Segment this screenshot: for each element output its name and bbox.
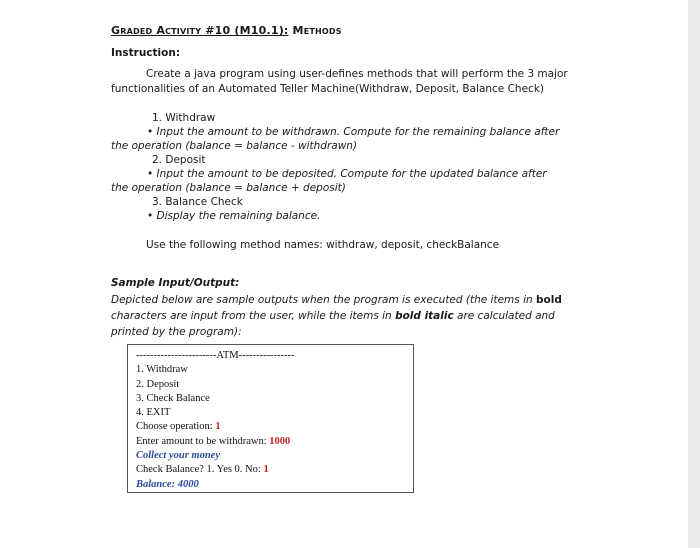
console-amount-input: 1000: [269, 435, 291, 447]
console-menu-exit: 4. EXIT: [136, 407, 171, 419]
method-names: Use the following method names: withdraw, deposit, checkBalance: [146, 239, 500, 251]
console-amount-prompt: Enter amount to be withdrawn:: [136, 435, 270, 447]
activity-title: [111, 24, 342, 37]
item-withdraw-title: 1. Withdraw: [152, 112, 216, 124]
sample-desc-bold-italic-words: bold italic: [395, 310, 454, 322]
console-choose-line: [136, 420, 413, 434]
sample-desc-part-1: Depicted below are sample outputs when the program is executed (the items in: [111, 294, 536, 306]
sample-desc-bold-word: bold: [536, 294, 562, 306]
console-balance-output: Balance: 4000: [136, 478, 199, 490]
sample-desc-part-3: are calculated and printed by the program):: [111, 310, 555, 338]
console-header: -----------------------ATM----------------: [136, 350, 295, 361]
sample-io-description: [111, 292, 591, 340]
sample-io-heading: Sample Input/Output:: [111, 277, 240, 289]
console-amount-line: [136, 435, 413, 449]
item-withdraw-desc-1: • Input the amount to be withdrawn. Compute for the remaining balance after: [147, 126, 560, 138]
console-check-prompt: Check Balance? 1. Yes 0. No:: [136, 464, 264, 476]
console-menu-deposit: 2. Deposit: [136, 378, 180, 390]
item-balance-desc-1: • Display the remaining balance.: [147, 210, 321, 222]
activity-title-topic: Methods: [288, 24, 342, 37]
item-balance-title: 3. Balance Check: [152, 196, 243, 208]
sample-desc-part-2: characters are input from the user, while the items in: [111, 310, 396, 322]
item-deposit-desc-2: the operation (balance = balance + deposit): [111, 182, 346, 194]
console-collect-message: Collect your money: [136, 450, 220, 462]
console-menu-check-balance: 3. Check Balance: [136, 392, 210, 404]
console-check-input: 1: [263, 464, 269, 476]
item-deposit-desc-1: • Input the amount to be deposited. Compute for the updated balance after: [147, 168, 547, 180]
instruction-heading: Instruction:: [111, 47, 181, 59]
console-choose-prompt: Choose operation:: [136, 421, 216, 433]
intro-line-2: functionalities of an Automated Teller Machine(Withdraw, Deposit, Balance Check): [111, 83, 545, 95]
item-withdraw-desc-2: the operation (balance = balance - withdrawn): [111, 140, 358, 152]
item-deposit-title: 2. Deposit: [152, 154, 206, 166]
console-menu-withdraw: 1. Withdraw: [136, 364, 188, 376]
console-choose-input: 1: [215, 421, 221, 433]
console-check-line: [136, 463, 413, 477]
sample-console-box: [127, 344, 414, 493]
intro-line-1: Create a java program using user-defines methods that will perform the 3 major: [146, 68, 568, 80]
activity-title-label: Graded Activity #10 (M10.1):: [111, 24, 289, 37]
